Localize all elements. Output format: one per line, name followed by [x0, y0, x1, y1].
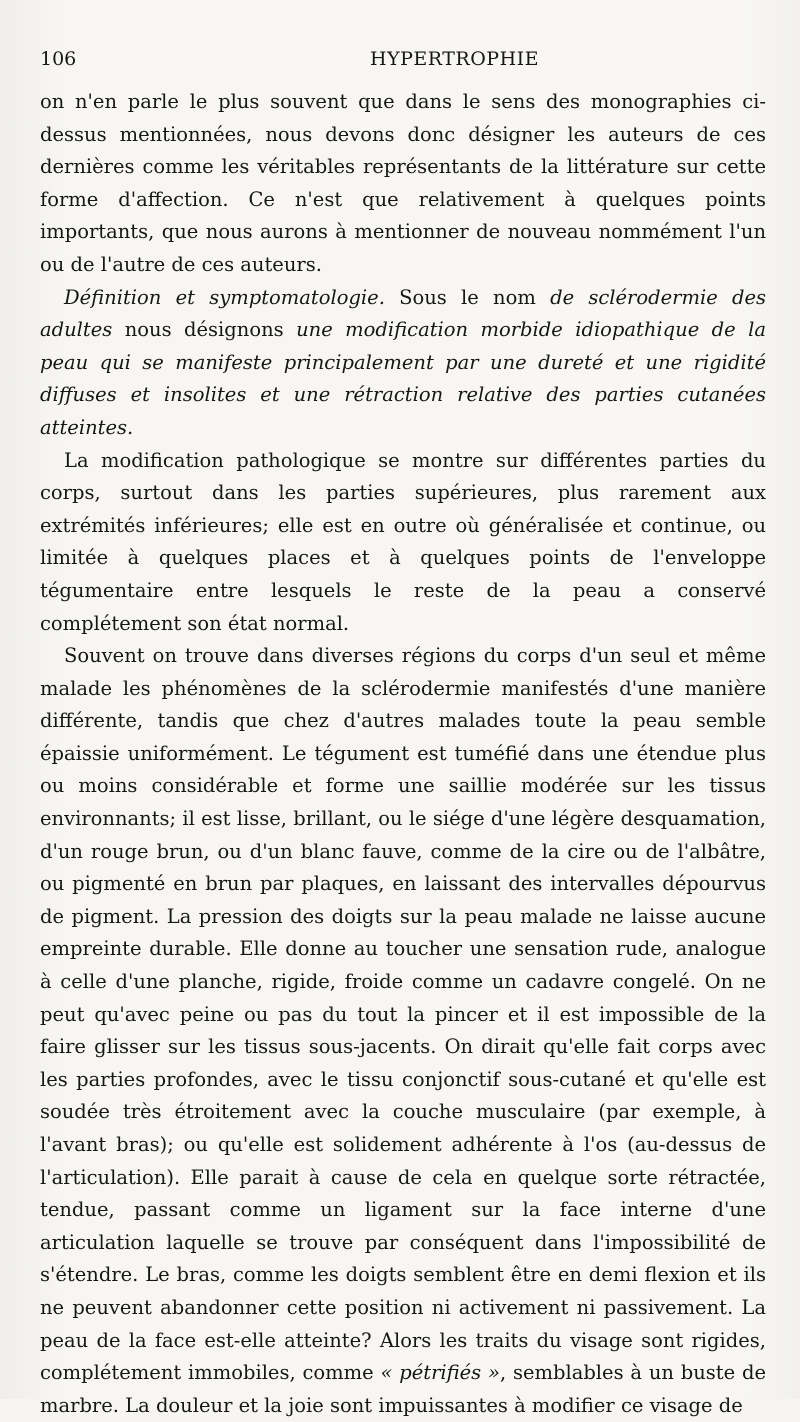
paragraph-definition — [40, 282, 766, 445]
page-header — [40, 48, 766, 74]
page-number: 106 — [40, 48, 77, 70]
running-title: HYPERTROPHIE — [370, 48, 540, 70]
definition-text-2: nous désignons — [112, 318, 297, 342]
definition-term: de sclérodermie des adultes — [40, 285, 766, 342]
symptoms-quote: « pétrifiés » — [380, 1361, 500, 1385]
paragraph-pathology: La modification pathologique se montre sur différentes parties du corps, surtout dans les parties supérieures, plus rarement aux extrémités inférieures; elle est en outre où généralisée et continue, ou limitée à quelques places et à quelques points de l'enveloppe tégumentaire entre lesquels le reste de la peau a conservé complétement son état normal. — [40, 448, 766, 635]
body-text — [40, 86, 766, 1422]
symptoms-text: Souvent on trouve dans diverses régions du corps d'un seul et même malade les phénomènes de la sclérodermie manifestés d'une manière différente, tandis que chez d'autres malades toute la peau semble épaissie uniformément. Le tégument est tuméfié dans une étendue plus ou moins considérable et forme une saillie modérée sur les tissus environnants; il est lisse, brillant, ou le siége d'une légère desquamation, d'un rouge brun, ou d'un blanc fauve, comme de la cire ou de l'albâtre, ou pigmenté en brun par plaques, en laissant des intervalles dépourvus de pigment. La pression des doigts sur la peau malade ne laisse aucune empreinte durable. Elle donne au toucher une sensation rude, analogue à celle d'une planche, rigide, froide comme un cadavre congelé. On ne peut qu'avec peine ou pas du tout la pincer et il est impossible de la faire glisser sur les tissus sous-jacents. On dirait qu'elle fait corps avec les parties profondes, avec le tissu conjonctif sous-cutané et qu'elle est soudée très étroitement avec la couche musculaire (par exemple, à l'avant bras); ou qu'elle est solidement adhérente à l'os (au-dessus de l'articulation). Elle parait à cause de cela en quelque sorte rétractée, tendue, passant comme un ligament sur la face interne d'une articulation laquelle se trouve par conséquent dans l'impossibilité de s'étendre. Le bras, comme les doigts semblent être en demi flexion et ils ne peuvent abandonner cette position ni activement ni passivement. La peau de la face est-elle atteinte? Alors les traits du visage sont rigides, complétement immobiles, comme — [40, 644, 766, 1385]
section-heading: Définition et symptomatologie. — [64, 285, 385, 309]
definition-italic: une modification morbide idiopathique de la peau qui se manifeste principalement par une dureté et une rigidité diffuses et insolites et une rétraction relative des parties cutanées atteintes. — [40, 318, 766, 439]
paragraph-continuation: on n'en parle le plus souvent que dans le sens des monographies ci-dessus mentionnées, nous devons donc désigner les auteurs de ces dernières comme les véritables représentants de la littérature sur cette forme d'affection. Ce n'est que relativement à quelques points importants, que nous aurons à mentionner de nouveau nommément l'un ou de l'autre de ces auteurs. — [40, 90, 766, 276]
definition-text-1: Sous le nom — [384, 285, 551, 309]
symptoms-text-end: , semblables à un buste de marbre. La douleur et la joie sont impuissantes à modifier ce visage de — [40, 1361, 767, 1417]
paragraph-symptoms — [40, 640, 766, 1422]
